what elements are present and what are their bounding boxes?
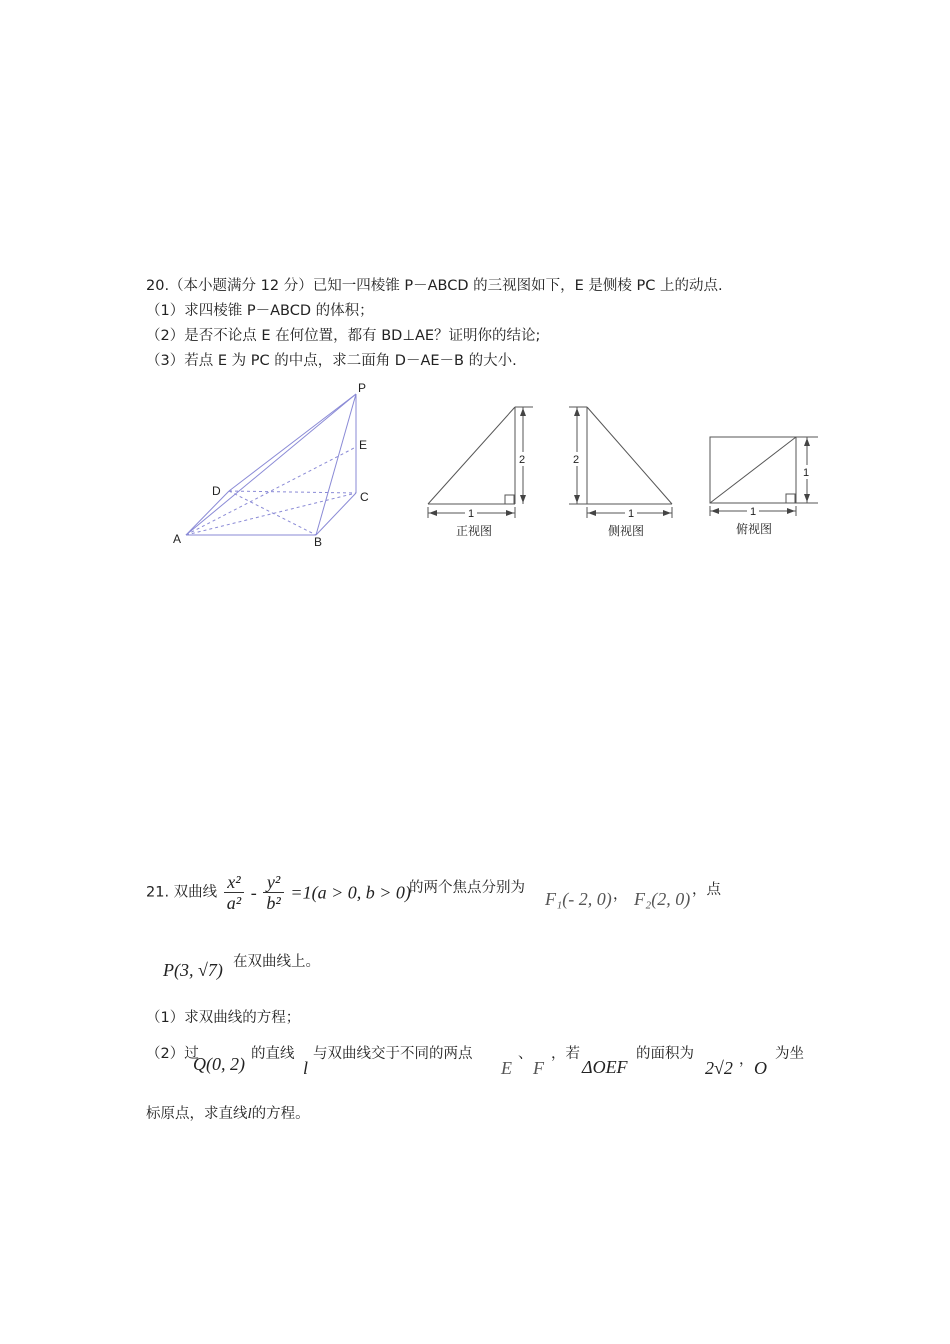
q21-part2-a: （2）过 [146, 1046, 199, 1062]
q21-part1: （1）求双曲线的方程； [146, 1010, 301, 1026]
q21-b2: b² [266, 893, 281, 913]
q20-title: 20.（本小题满分 12 分）已知一四棱锥 P－ABCD 的三视图如下，E 是侧棱 PC 上的动点. [146, 278, 723, 294]
q21-part2-h: 的方程。 [251, 1106, 310, 1122]
q21-sep: 、 [518, 1046, 533, 1062]
front-view-height: 2 [519, 454, 526, 466]
side-view-height: 2 [573, 454, 580, 466]
label-c: C [360, 490, 369, 504]
q20-part2: （2）是否不论点 E 在何位置，都有 BD⊥AE？证明你的结论; [146, 328, 541, 344]
q21-minus: - [250, 882, 257, 903]
label-a: A [173, 532, 182, 546]
q21-line1 [146, 872, 411, 932]
q21-f-sym: F [533, 1058, 544, 1078]
q20-part1: （1）求四棱锥 P－ABCD 的体积； [146, 303, 374, 319]
q21-p-point: P(3, √7) [163, 960, 223, 980]
q21-comma1: ， [613, 887, 628, 903]
q21-part2-e: 的面积为 [636, 1046, 694, 1062]
top-view-width: 1 [750, 506, 757, 518]
label-b: B [314, 535, 323, 549]
side-view [569, 407, 672, 518]
q21-part2-c: 与双曲线交于不同的两点 [313, 1046, 473, 1062]
front-view-width: 1 [468, 508, 475, 520]
q21-part2-last [146, 1104, 310, 1124]
q21-part2-g: 标原点，求直线 [146, 1106, 248, 1122]
side-view-width: 1 [628, 508, 635, 520]
label-p: P [358, 381, 367, 395]
q21-area: 2√2 [705, 1058, 733, 1078]
q21-frac-x [224, 872, 244, 913]
q21-part2-d: ，若 [551, 1046, 580, 1062]
q21-point-text: ，点 [692, 882, 721, 898]
front-view-caption: 正视图 [456, 524, 493, 538]
side-view-caption: 侧视图 [608, 524, 645, 538]
q21-prefix: 21. 双曲线 [146, 884, 218, 901]
q21-o-sym: O [754, 1058, 767, 1078]
q21-a2: a² [226, 893, 242, 913]
q21-f1: F₁(- 2, 0) [545, 889, 612, 909]
pyramid-figure [0, 380, 950, 560]
q21-l-sym: l [303, 1058, 309, 1078]
label-d: D [212, 484, 221, 498]
q21-part2-f: 为坐 [775, 1046, 804, 1062]
q21-e-sym: E [501, 1058, 512, 1078]
q21-y2: y² [263, 872, 283, 893]
q21-part2-b: 的直线 [251, 1046, 295, 1062]
top-view-caption: 俯视图 [736, 522, 773, 536]
q21-comma2: ， [739, 1052, 754, 1068]
q21-q-point: Q(0, 2) [193, 1054, 245, 1074]
q21-x2: x² [224, 872, 244, 893]
top-view-height: 1 [803, 467, 810, 479]
q21-foci-text: 的两个焦点分别为 [409, 880, 525, 896]
q21-l-sym2: l [247, 1106, 252, 1122]
q21-f2: F₂(2, 0) [634, 889, 691, 909]
q21-on-curve: 在双曲线上。 [233, 954, 320, 970]
q20-part3: （3）若点 E 为 PC 的中点，求二面角 D－AE－B 的大小. [146, 353, 517, 369]
q21-frac-y [263, 872, 283, 913]
q21-eq-rest: =1(a > 0, b > 0) [290, 882, 411, 903]
q21-tri: ΔOEF [582, 1057, 628, 1077]
label-e: E [359, 438, 368, 452]
